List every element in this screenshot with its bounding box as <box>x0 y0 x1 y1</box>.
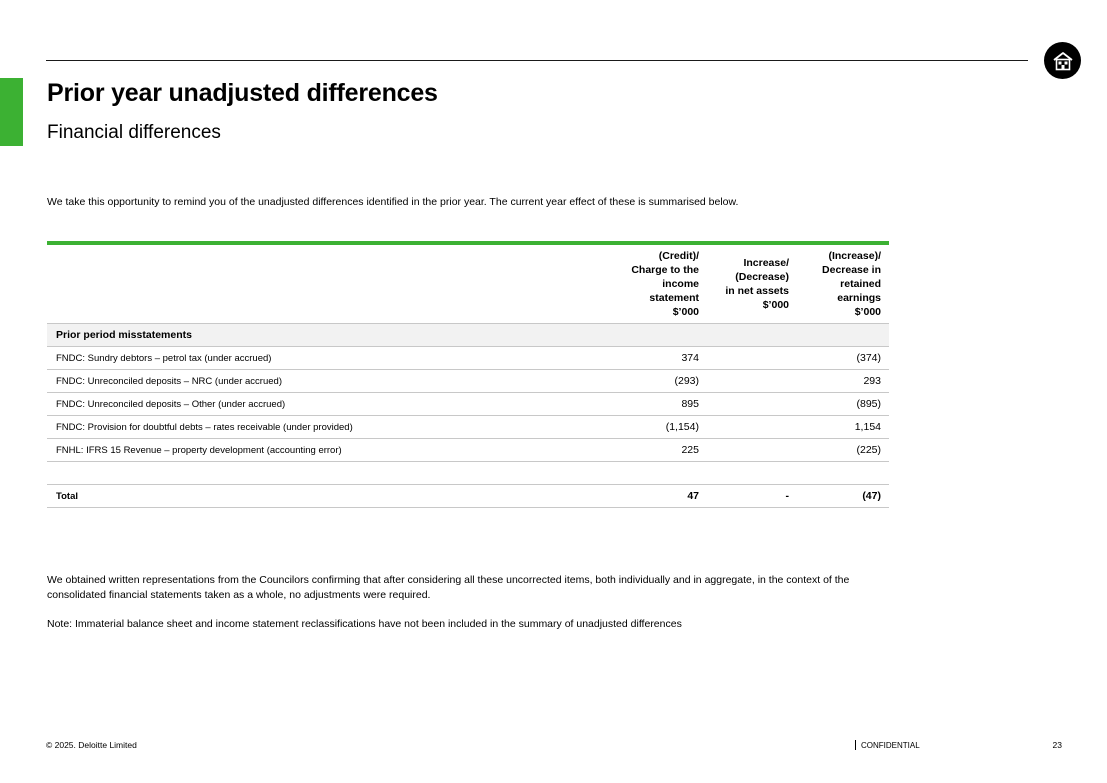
accent-bar <box>0 78 23 146</box>
total-net-assets: - <box>707 485 797 508</box>
row-income: (293) <box>611 370 707 393</box>
table-row <box>47 370 889 393</box>
column-header-net-assets: Increase/ (Decrease) in net assets $’000 <box>725 257 789 311</box>
row-income: 374 <box>611 347 707 370</box>
row-retained: 1,154 <box>797 416 889 439</box>
row-income: 225 <box>611 439 707 462</box>
row-income: 895 <box>611 393 707 416</box>
table-row <box>47 347 889 370</box>
row-net-assets <box>707 347 797 370</box>
intro-text: We take this opportunity to remind you of the unadjusted differences identified in the prior year. The current year effect of these is summarised below. <box>47 196 739 208</box>
note-paragraph: Note: Immaterial balance sheet and income statement reclassifications have not been included in the summary of unadjusted differences <box>47 618 682 630</box>
column-header-label <box>47 245 611 324</box>
row-label: FNHL: IFRS 15 Revenue – property development (accounting error) <box>47 439 611 462</box>
section-row <box>47 324 889 347</box>
confidential-label: CONFIDENTIAL <box>861 741 920 750</box>
page-subtitle: Financial differences <box>47 122 221 143</box>
row-net-assets <box>707 439 797 462</box>
row-label: FNDC: Provision for doubtful debts – rates receivable (under provided) <box>47 416 611 439</box>
total-income: 47 <box>611 485 707 508</box>
row-net-assets <box>707 370 797 393</box>
page-title: Prior year unadjusted differences <box>47 79 438 107</box>
row-net-assets <box>707 393 797 416</box>
table-row <box>47 393 889 416</box>
column-header-retained: (Increase)/ Decrease in retained earnings $’000 <box>822 250 881 318</box>
row-label: FNDC: Unreconciled deposits – Other (under accrued) <box>47 393 611 416</box>
row-retained: (225) <box>797 439 889 462</box>
row-label: FNDC: Sundry debtors – petrol tax (under accrued) <box>47 347 611 370</box>
total-retained: (47) <box>797 485 889 508</box>
spacer-row <box>47 462 889 485</box>
row-income: (1,154) <box>611 416 707 439</box>
page-number: 23 <box>1052 740 1062 750</box>
section-label: Prior period misstatements <box>47 324 611 347</box>
row-retained: (374) <box>797 347 889 370</box>
representations-paragraph: We obtained written representations from the Councilors confirming that after considering all these uncorrected items, both individually and in aggregate, in the context of the consolidated financial statements taken as a whole, no adjustments were required. <box>47 574 850 601</box>
home-icon <box>1052 50 1074 72</box>
footer-confidential <box>855 740 920 750</box>
table-header-row <box>47 245 889 324</box>
home-button[interactable] <box>1044 42 1081 79</box>
table-row <box>47 416 889 439</box>
footer-separator <box>855 740 856 750</box>
row-label: FNDC: Unreconciled deposits – NRC (under accrued) <box>47 370 611 393</box>
row-retained: 293 <box>797 370 889 393</box>
footer-copyright: © 2025. Deloitte Limited <box>46 740 137 750</box>
table-row <box>47 439 889 462</box>
column-header-income: (Credit)/ Charge to the income statement $’000 <box>631 250 699 318</box>
total-row <box>47 485 889 508</box>
total-label: Total <box>47 485 611 508</box>
top-divider <box>46 60 1028 61</box>
row-retained: (895) <box>797 393 889 416</box>
differences-table <box>47 241 889 508</box>
row-net-assets <box>707 416 797 439</box>
